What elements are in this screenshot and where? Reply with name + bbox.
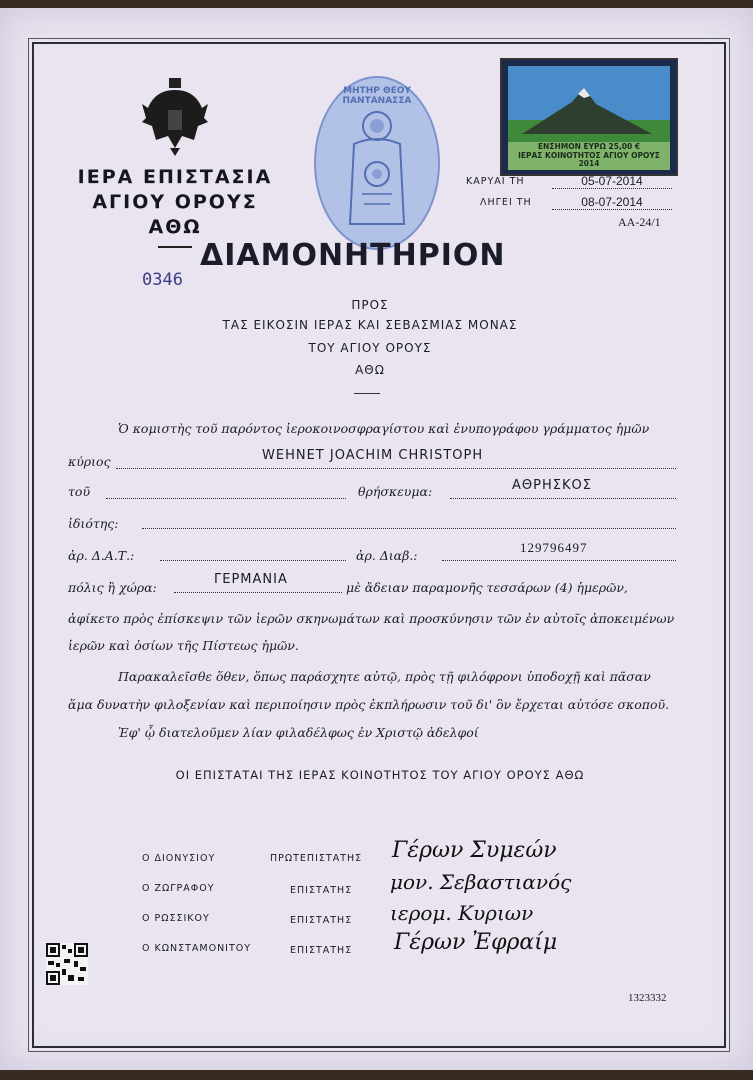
signatory-role: ΕΠΙΣΤΑΤΗΣ [290,915,353,926]
kyrios-value: WEHNET JOACHIM CHRISTOPH [262,448,484,463]
threskeuma-value: ΑΘΡΗΣΚΟΣ [512,478,592,493]
intro-text: Ὁ κομιστὴς τοῦ παρόντος ἱεροκοινοσφραγίστου καὶ ἐνυπογράφου γράμματος ἡμῶν [118,421,650,436]
dat-label: ἀρ. Δ.Α.Τ.: [68,548,135,563]
monastery-seal [314,76,440,250]
header-rule [158,246,192,248]
document-title: ΔΙΑΜΟΝΗΤΗΡΙΟΝ [200,238,506,273]
idiotis-dotted-line [142,514,676,529]
addressee-line3: ΤΟΥ ΑΓΙΟΥ ΟΡΟΥΣ [308,341,432,355]
diab-value: 129796497 [520,540,588,555]
signature-handwriting: Γέρων Συμεών [392,838,557,863]
paragraph1-line2: ἀφίκετο πρὸς ἐπίσκεψιν τῶν ἱερῶν σκηνωμάτων καὶ προσκύνησιν τῶν ἐν αὐτοῖς ἀποκειμένων [68,611,675,626]
reference-code: ΑΑ-24/1 [618,215,661,229]
document-number: 1323332 [628,992,667,1004]
karyai-label: ΚΑΡΥΑΙ ΤΗ [466,176,525,187]
tou-dotted-line [106,484,346,499]
expiry-label: ΛΗΓΕΙ ΤΗ [480,197,532,208]
paragraph2-line2: ἅμα δυνατὴν φιλοξενίαν καὶ περιποίησιν πρὸς ἐκπλήρωσιν τοῦ δι' ὃν ἔρχεται αὐτόσε σκοποῦ. [68,697,670,712]
signature-handwriting: μον. Σεβαστιανός [390,870,572,894]
signature-handwriting: ιερομ. Κυριων [390,901,534,925]
header-line1: ΙΕΡΑ ΕΠΙΣΤΑΣΙΑ [77,166,273,188]
signature-handwriting: Γέρων Ἐφραίμ [394,930,558,955]
signatory-role: ΕΠΙΣΤΑΤΗΣ [290,945,353,956]
signatory-role: ΕΠΙΣΤΑΤΗΣ [290,885,353,896]
tou-label: τοῦ [68,484,91,499]
signatory-monastery: Ο ΖΩΓΡΑΦΟΥ [142,883,215,894]
addressee-line1: ΠΡΟΣ [351,298,389,312]
virgin-and-child-icon [342,104,412,234]
polis-value: ΓΕΡΜΑΝΙΑ [214,572,288,587]
paragraph1-line3: ἱερῶν καὶ ὁσίων τῆς Πίστεως ἡμῶν. [68,638,299,653]
kyrios-label: κύριος [68,454,111,469]
mount-athos-icon [522,84,652,134]
idiotis-label: ἰδιότης: [68,516,119,531]
threskeuma-label: θρήσκευμα: [358,484,433,499]
addressee-line4: ΑΘΩ [355,363,385,377]
header-line3: ΑΘΩ [148,216,202,238]
closing-text: Ἐφ' ᾧ διατελοῦμεν λίαν φιλαδέλφως ἐν Χριστῷ ἀδελφοί [118,725,479,740]
addressee-line2: ΤΑΣ ΕΙΚΟΣΙΝ ΙΕΡΑΣ ΚΑΙ ΣΕΒΑΣΜΙΑΣ ΜΟΝΑΣ [222,318,518,332]
signatory-role: ΠΡΩΤΕΠΙΣΤΑΤΗΣ [270,853,363,864]
serial-number: 0346 [142,270,183,290]
diab-label: ἀρ. Διαβ.: [356,548,418,563]
polis-label: πόλις ἢ χώρα: [68,580,157,595]
addressee-rule [354,393,380,394]
sticker-line3: 2014 [578,159,600,169]
header-line2: ΑΓΙΟΥ ΟΡΟΥΣ [92,191,258,213]
seal-text: ΜΗΤΗΡ ΘΕΟΥ ΠΑΝΤΑΝΑΣΣΑ [342,86,412,106]
document-paper [0,8,753,1070]
expiry-date: 08-07-2014 [552,195,672,210]
karyai-date: 05-07-2014 [552,174,672,189]
signatories-heading: ΟΙ ΕΠΙΣΤΑΤΑΙ ΤΗΣ ΙΕΡΑΣ ΚΟΙΝΟΤΗΤΟΣ ΤΟΥ ΑΓΙΟΥ ΟΡΟΥΣ ΑΘΩ [175,768,585,782]
signatory-monastery: Ο ΔΙΟΝΥΣΙΟΥ [142,853,216,864]
sticker-line2: ΙΕΡΑΣ ΚΟΙΝΟΤΗΤΟΣ ΑΓΙΟΥ ΟΡΟΥΣ [518,150,660,160]
signatory-monastery: Ο ΚΩΝΣΤΑΜΟΝΙΤΟΥ [142,943,252,954]
double-headed-eagle-icon [140,78,210,158]
polis-tail: μὲ ἄδειαν παραμονῆς τεσσάρων (4) ἡμερῶν, [346,580,628,595]
dat-dotted-line [160,546,346,561]
sticker-line1: ΕΝΣΗΜΟΝ ΕΥΡΩ 25,00 € [537,142,641,151]
signatory-monastery: Ο ΡΩΣΣΙΚΟΥ [142,913,210,924]
fee-sticker [500,58,678,176]
qr-code-icon[interactable] [46,943,88,985]
paragraph2-line1: Παρακαλεῖσθε ὅθεν, ὅπως παράσχητε αὐτῷ, πρὸς τῇ φιλόφρονι ὑποδοχῇ καὶ πᾶσαν [118,669,651,684]
